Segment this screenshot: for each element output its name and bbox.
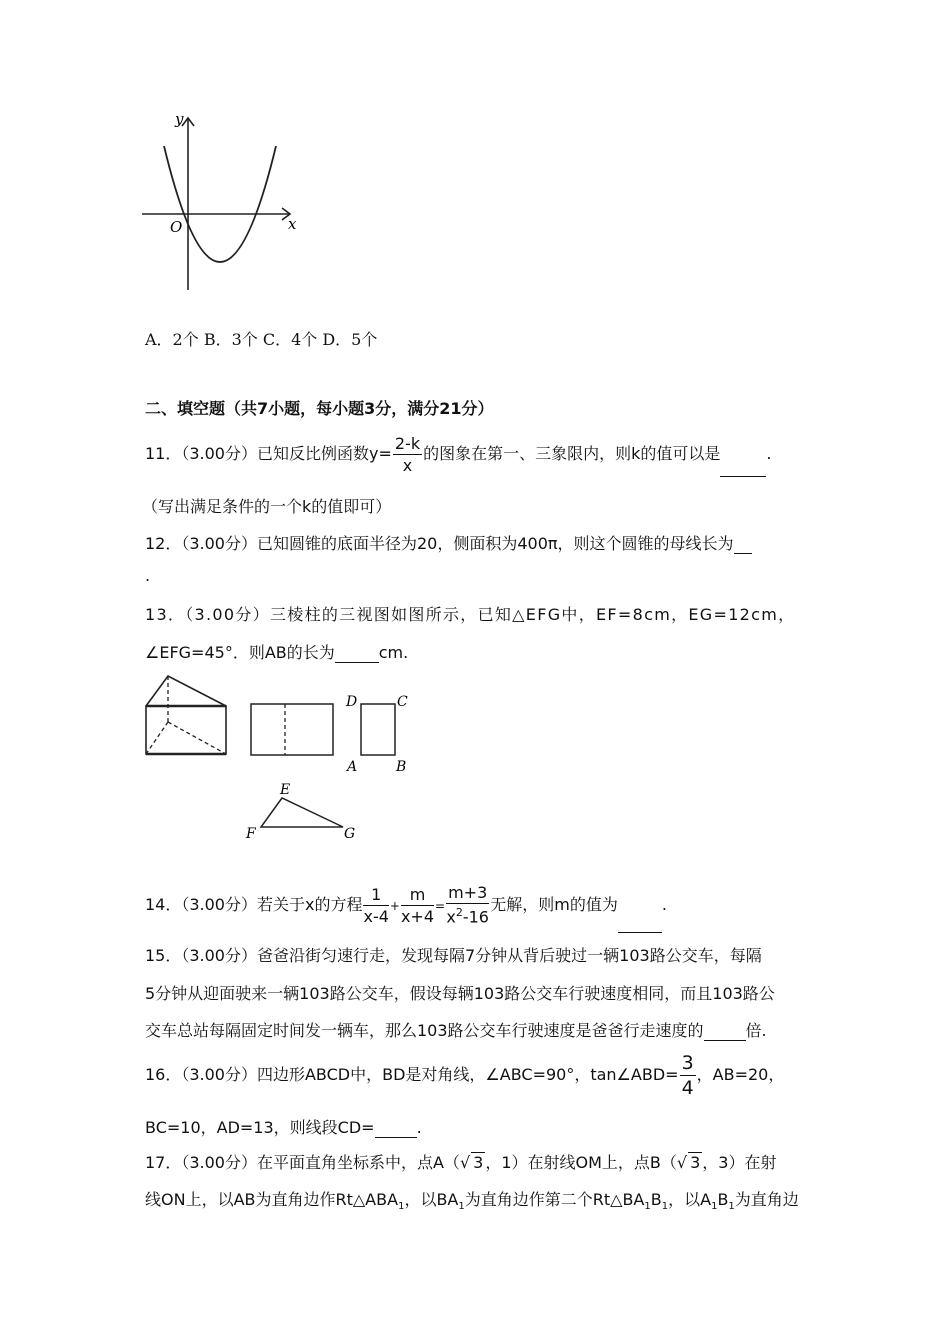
- q17-l2-f: B: [717, 1190, 729, 1209]
- answer-options: A．2个 B．3个 C．4个 D．5个: [145, 330, 378, 349]
- q16-frac-num: 3: [681, 1051, 694, 1074]
- q14-fraction-3: [446, 885, 489, 925]
- q15-line3-suffix: 倍.: [745, 1021, 767, 1040]
- side-view: [345, 694, 408, 775]
- q14-f3-num: m+3: [448, 883, 488, 903]
- q17-l2-s4: 1: [661, 1201, 669, 1213]
- q17-l2-d: B: [650, 1190, 662, 1209]
- q17-p3: ，3）在射: [702, 1153, 777, 1172]
- q16-suffix: ，AB=20，: [696, 1065, 785, 1084]
- answer-blank[interactable]: [618, 878, 662, 933]
- parabola-graph: [130, 108, 310, 298]
- q17-p2: ，1）在射线OM上，点B（: [485, 1153, 677, 1172]
- question-14: [145, 878, 667, 933]
- q11-prefix: 11．（3.00分）已知反比例函数y=: [145, 444, 392, 463]
- answer-blank[interactable]: [734, 534, 752, 554]
- q14-f1-den: x-4: [363, 906, 389, 926]
- q11-frac-num: 2-k: [394, 433, 421, 453]
- answer-blank[interactable]: [375, 1118, 417, 1138]
- q16-line2: [145, 1115, 422, 1138]
- q16-frac-den: 4: [681, 1076, 694, 1099]
- sqrt-sign: √: [676, 1153, 688, 1172]
- front-view: [251, 704, 333, 755]
- q14-suffix: 无解，则m的值为: [490, 895, 618, 914]
- q16-line2-suffix: .: [416, 1118, 422, 1137]
- q17-l2-b: ，以BA: [404, 1190, 459, 1209]
- q11-suffix: 的图象在第一、三象限内，则k的值可以是: [423, 444, 721, 463]
- q11-end: .: [766, 444, 772, 463]
- label-A: A: [347, 759, 358, 775]
- q11-fraction: [393, 433, 422, 475]
- q14-f3-den: [446, 904, 489, 925]
- q17-line2: [145, 1187, 799, 1212]
- q17-p1: 17．（3.00分）在平面直角坐标系中，点A（: [145, 1153, 460, 1172]
- q15-line3-prefix: 交车总站每隔固定时间发一辆车，那么103路公交车行驶速度是爸爸行走速度的: [145, 1021, 704, 1040]
- q14-prefix: 14．（3.00分）若关于x的方程: [145, 895, 363, 914]
- question-17: [145, 1150, 776, 1173]
- origin-label: O: [170, 218, 183, 236]
- parabola-curve: [164, 146, 276, 262]
- question-13: 13．（3.00分）三棱柱的三视图如图所示，已知△EFG中，EF=8cm，EG=12cm，: [145, 605, 796, 624]
- q12-line2: .: [145, 566, 151, 585]
- label-E: E: [280, 782, 291, 798]
- q16-line2-prefix: BC=10，AD=13，则线段CD=: [145, 1118, 375, 1137]
- q14-f3-den-sup: 2: [455, 906, 463, 920]
- q17-l2-s2: 1: [458, 1201, 465, 1213]
- label-G: G: [344, 826, 356, 842]
- q14-fraction-1: [363, 884, 389, 926]
- answer-blank[interactable]: [335, 643, 379, 663]
- q17-l2-s3: 1: [644, 1201, 651, 1213]
- q14-end: .: [661, 895, 667, 914]
- question-11: [145, 432, 771, 477]
- q17-l2-a: 线ON上，以AB为直角边作Rt△ABA: [145, 1190, 399, 1209]
- q17-l2-s1: 1: [398, 1201, 405, 1213]
- q17-l2-s6: 1: [728, 1201, 735, 1213]
- q11-line2: （写出满足条件的一个k的值即可）: [142, 497, 392, 516]
- q17-l2-e: ，以A: [668, 1190, 712, 1209]
- question-12: [145, 531, 752, 554]
- x-axis-label: x: [288, 215, 297, 233]
- q15-line3: [145, 1018, 767, 1041]
- q14-equals: =: [435, 899, 446, 913]
- q14-f3-den-a: x: [446, 907, 456, 927]
- q14-f1-num: 1: [363, 887, 388, 906]
- prism-3d-view: [146, 676, 226, 754]
- label-F: F: [246, 826, 256, 842]
- answer-blank[interactable]: [704, 1021, 746, 1041]
- q14-plus: +: [389, 899, 400, 913]
- q17-radicand-1: 3: [473, 1153, 484, 1172]
- q17-l2-g: 为直角边: [734, 1190, 799, 1209]
- q16-prefix: 16．（3.00分）四边形ABCD中，BD是对角线，∠ABC=90°，tan∠ABD=: [145, 1065, 679, 1084]
- q17-l2-s5: 1: [711, 1201, 718, 1213]
- q14-f2-den: x+4: [400, 906, 435, 926]
- three-views-figure: [140, 672, 420, 852]
- q13-line2-suffix: cm.: [378, 643, 409, 662]
- section-header: 二、填空题（共7小题，每小题3分，满分21分）: [145, 399, 494, 418]
- q16-fraction: [680, 1051, 696, 1099]
- sqrt-sign: √: [459, 1153, 471, 1172]
- question-16: [145, 1048, 784, 1102]
- label-B: B: [396, 759, 407, 775]
- q13-line2-prefix: ∠EFG=45°．则AB的长为: [145, 643, 335, 662]
- label-C: C: [397, 694, 408, 710]
- triangle-EFG: [245, 782, 355, 842]
- q15-line2: 5分钟从迎面驶来一辆103路公交车，假设每辆103路公交车行驶速度相同，而且103路公: [145, 984, 775, 1003]
- q13-line2: [145, 640, 408, 663]
- q11-frac-den: x: [402, 455, 413, 475]
- q17-radicand-2: 3: [690, 1153, 701, 1172]
- q17-l2-c: 为直角边作第二个Rt△BA: [464, 1190, 645, 1209]
- q14-f3-den-b: -16: [462, 907, 489, 927]
- label-D: D: [346, 694, 358, 710]
- question-15: 15．（3.00分）爸爸沿街匀速行走，发现每隔7分钟从背后驶过一辆103路公交车，每隔: [145, 946, 762, 965]
- q14-f2-num: m: [401, 887, 434, 906]
- y-axis-label: y: [175, 110, 184, 128]
- q14-fraction-2: [400, 884, 435, 926]
- answer-blank[interactable]: [720, 432, 766, 477]
- q12-text: 12．（3.00分）已知圆锥的底面半径为20，侧面积为400π，则这个圆锥的母线长为: [145, 534, 734, 553]
